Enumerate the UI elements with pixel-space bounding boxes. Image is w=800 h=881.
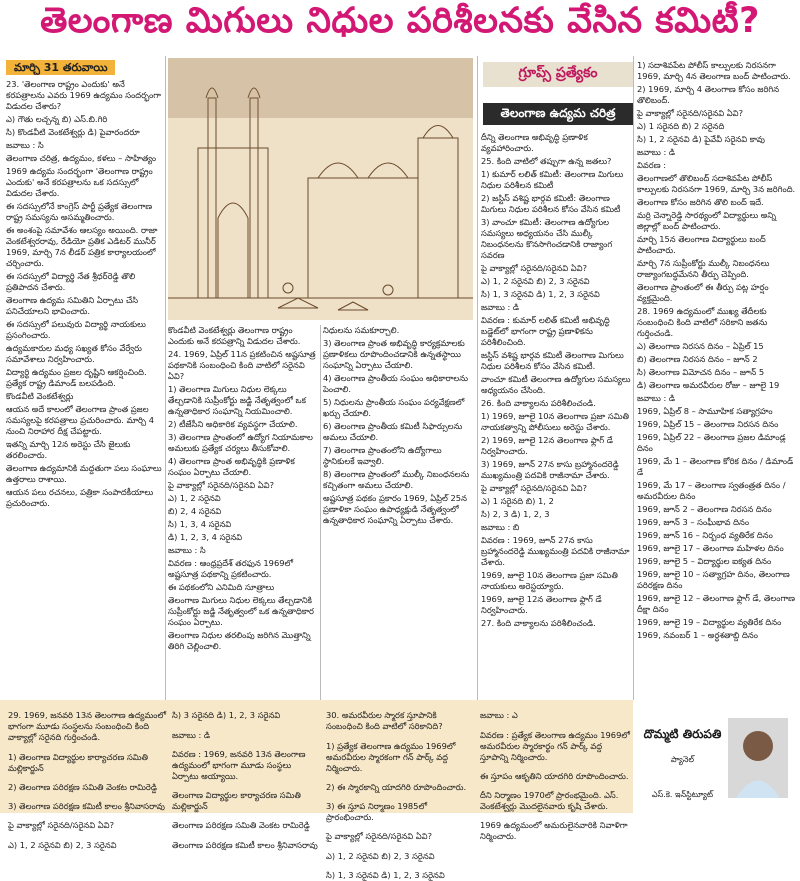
col3-paragraph: 4) తెలంగాణ ప్రాంతీయ సంఘం అధికారాలను పెంచాలి. — [323, 373, 468, 394]
col4-paragraph: 2) జస్టిస్ వశిష్ట భార్గవ కమిటీ: తెలంగాణ మిగులు నిధుల పరిశీలన కోసం వేసిన కమిటీ — [481, 193, 621, 214]
col5-paragraph: తెలంగాణలో తొలిబంద్ సదాశివపేట పోలీస్ కాల్పులకు నిరసనగా 1969, మార్చి 3న జరిగింది. — [637, 173, 796, 194]
bottom-column-4 — [480, 702, 630, 842]
col1-paragraph: సి) కొండవీటి వెంకటేశ్వర్లు డి) పైవారందరూ — [6, 127, 140, 137]
column-4-text — [481, 132, 631, 629]
col2-paragraph: సి) 1, 3, 4 సరైనవి — [168, 519, 232, 529]
col5-paragraph: 1969, మే 17 – తెలంగాణ స్వతంత్రత దినం / అమరవీరుల దినం — [637, 480, 786, 501]
col4-paragraph: సి) 2, 3 డి) 1, 2, 3 — [481, 509, 550, 519]
bottom3-paragraph: 3) ఈ స్తూప నిర్మాణం 1985లో ప్రారంభించారు. — [326, 801, 427, 823]
col4-paragraph: జస్టిస్ వశిష్ట భార్గవ కమిటీ తెలంగాణ మిగులు నిధుల పరిశీలన కోసం వేసిన కమిటీ. — [481, 350, 624, 371]
column-1-text — [6, 79, 164, 509]
col4-paragraph: వాంచూ కమిటీ తెలంగాణ ఉద్యోగుల సమస్యలు అధ్యయనం చేసింది. — [481, 374, 631, 395]
col3-paragraph: 5) నిధులను ప్రాంతీయ సంఘం పర్యవేక్షణలో ఖర్చు చేయాలి. — [323, 397, 465, 418]
bottom1-paragraph: 1) తెలంగాణ విద్యార్థుల కార్యాచరణ సమితి మల్లికార్జున్ — [8, 751, 149, 773]
page-title: తెలంగాణ మిగులు నిధుల పరిశీలనకు వేసిన కమిటీ? — [40, 1, 760, 41]
author-photo — [728, 718, 788, 798]
bottom4-paragraph: దీని నిర్మాణం 1970లో ప్రారంభమైంది. ఎస్. వెంకటేశ్వర్లు మొదలైనవారు కృషి చేశారు. — [480, 790, 619, 812]
col4-paragraph: 25. కింది వాటిలో తప్పుగా ఉన్న జతలు? — [481, 156, 612, 166]
bottom-column-2 — [172, 702, 320, 850]
bottom4-paragraph: వివరణ : ప్రత్యేక తెలంగాణ ఉద్యమం 1969లో అమరవీరుల స్మారకార్థం గన్ పార్క్ వద్ద స్తూపాన్ని నిర్మించారు. — [480, 729, 630, 762]
col4-paragraph: ఎ) 1, 2 సరైనవి బి) 2, 3 సరైనవి — [481, 276, 590, 286]
bottom2-paragraph: జవాబు : డి — [172, 729, 211, 740]
col4-paragraph: సి) 1, 3 సరైనవి డి) 1, 2, 3 సరైనవి — [481, 289, 600, 299]
col5-paragraph: 1969, ఏప్రిల్ 8 – సామూహిక సత్యాగ్రహం — [637, 406, 773, 416]
col3-paragraph: 6) తెలంగాణ ప్రాంతీయ కమిటీ సిఫార్సులను అమలు చేయాలి. — [323, 421, 463, 442]
col3-paragraph: నిధులను సమకూర్చాలి. — [323, 325, 400, 335]
col1-paragraph: 1969 ఉద్యమ సందర్భంగా 'తెలంగాణ రాష్ట్రం ఎందుకు' అనే కరపత్రాలను ఒక సదస్సులో విడుదల చేశారు. — [6, 166, 153, 198]
col4-paragraph: వివరణ : కుమార్ లలిత్ కమిటీ అభివృద్ధి బడ్జెట్‌లో భాగంగా రాష్ట్ర ప్రణాళికను పరిశీలించింది. — [481, 315, 610, 347]
col5-paragraph: తెలంగాణ కోసం జరిగిన తొలి బంద్ ఇదే. — [637, 197, 764, 207]
bottom4-paragraph: ఈ స్తూపం ఆకృతిని యాదగిరి రూపొందించారు. — [480, 770, 629, 781]
col1-paragraph: తెలంగాణ చరిత్ర, ఉద్యమం, కళలు – సాహిత్యం — [6, 153, 157, 163]
col2-paragraph: పై వాక్యాల్లో సరైనది/సరైనవి ఏవి? — [168, 480, 274, 490]
col5-paragraph: 1969, మే 1 – తెలంగాణ కోరిక దినం / డిమాండ్ డే — [637, 456, 794, 477]
column-5 — [637, 60, 797, 700]
bottom2-paragraph: తెలంగాణ విద్యార్థుల కార్యాచరణ సమితి మల్లికార్జున్ — [172, 790, 301, 812]
col4-paragraph: ఎ) 1 సరైనది బి) 1, 2 — [481, 496, 554, 506]
column-1 — [6, 60, 164, 700]
bottom1-paragraph: ఎ) 1, 2 సరైనవి బి) 2, 3 సరైనవి — [8, 839, 117, 850]
col1-paragraph: ఉద్యమకారుల మధ్య సఖ్యత కోసం వేర్వేరు సమావేశాలు నిర్వహించారు. — [6, 343, 142, 364]
bottom4-paragraph: జవాబు : ఎ — [480, 710, 518, 721]
col1-paragraph: ఈ అంశంపై సమావేశం ఆలస్యం అయింది. రాజా వెంకటేశ్వరరావు, రేడియో ప్రతిక ఎడిటర్ మునీర్ 1969, మార్చి 7న లీడర్ పత్రిక కార్యాలయంలో చర్చించారు. — [6, 225, 158, 268]
col1-paragraph: ఈ సదస్సులోనే కాంగ్రెస్ పార్టీ ప్రత్యేక తెలంగాణ రాష్ట్ర సమస్యను అసమ్మతించారు. — [6, 201, 153, 222]
col4-paragraph: జవాబు : డి — [481, 302, 520, 312]
bottom1-paragraph: పై వాక్యాల్లో సరైనది/సరైనవి ఏవి? — [8, 820, 114, 831]
col5-paragraph: సి) తెలంగాణ విమోచన దినం – జూన్ 5 — [637, 367, 765, 377]
col4-paragraph: 3) 1969, జూన్ 27న కాసు బ్రహ్మానందరెడ్డి ముఖ్యమంత్రి పదవికి రాజీనామా చేశారు. — [481, 459, 619, 480]
column-2-text — [168, 325, 318, 652]
col5-paragraph: 1969, జూలై 19 – విద్యార్థుల వ్యతిరేక దినం — [637, 617, 782, 627]
col4-paragraph: 26. కింది వాక్యాలను పరిశీలించండి. — [481, 398, 596, 408]
col5-paragraph: 2) 1969, మార్చి 4 తెలంగాణ కోసం జరిగిన తొలిబంద్. — [637, 84, 780, 105]
telangana-movement-history-label: తెలంగాణ ఉద్యమ చరిత్ర — [483, 103, 633, 125]
col4-paragraph: 1969, జూలై 10న తెలంగాణ ప్రజా సమితి నాయకులు అరెస్టయ్యారు. — [481, 570, 618, 591]
bottom3-paragraph: 2) ఈ స్మారకాన్ని యాదగిరి రూపొందించారు. — [326, 781, 467, 792]
col5-paragraph: వివరణ : — [637, 160, 667, 170]
column-3-text — [323, 325, 473, 526]
bottom-column-1 — [8, 702, 168, 850]
col5-paragraph: 1969, జూలై 12 – తెలంగాణ ఫ్లాగ్ డే, తెలంగాణ దీక్షా దినం — [637, 593, 795, 614]
bottom-column-3 — [326, 702, 474, 881]
column-2 — [168, 325, 318, 700]
col5-paragraph: 1969, ఏప్రిల్ 22 – తెలంగాణ ప్రజల డిమాండ్ల దినం — [637, 432, 786, 453]
col1-paragraph: ఇతన్ని మార్చి 12న అరెస్టు చేసి జైలుకు తరలించారు. — [6, 439, 131, 460]
bottom3-paragraph: 1) ప్రత్యేక తెలంగాణ ఉద్యమం 1969లో అమరవీరుల స్మారకంగా గన్ పార్క్ వద్ద నిర్మించారు. — [326, 740, 456, 773]
col2-paragraph: 24. 1969, ఏప్రిల్ 11న ప్రకటించిన అష్టసూత్ర పథకానికి సంబంధించి కింది వాటిలో సరైనవి ఏవి? — [168, 349, 316, 381]
col5-paragraph: 1969, జూలై 17 – తెలంగాణ మహిళల దినం — [637, 543, 784, 553]
col5-paragraph: 1) సదాశివపేట పోలీస్ కాల్పులకు నిరసనగా 1969, మార్చి 4న తెలంగాణ బంద్ పాటించారు. — [637, 60, 791, 81]
bottom3-paragraph: పై వాక్యాల్లో సరైనది/సరైనవి ఏవి? — [326, 831, 432, 842]
col5-paragraph: డి) తెలంగాణ అమరవీరుల రోజు – జూలై 19 — [637, 380, 780, 390]
col4-paragraph: వివరణ : 1969, జూన్ 27న కాసు బ్రహ్మానందరెడ్డి ముఖ్యమంత్రి పదవికి రాజీనామా చేశారు. — [481, 535, 630, 567]
col5-paragraph: జవాబు : డి — [637, 147, 676, 157]
col5-paragraph: 1969, జూన్ 2 – తెలంగాణ నిరసన దినం — [637, 504, 772, 514]
col5-paragraph: తెలంగాణ ప్రాంతంలో ఈ తీర్పు పట్ల హర్షం వ్యక్తమైంది. — [637, 282, 769, 303]
bottom3-paragraph: సి) 1, 3 సరైనవి డి) 1, 2, 3 సరైనవి — [326, 870, 445, 881]
author-role: ప్యానెల్ — [670, 755, 695, 764]
col2-paragraph: ఈ పథకంలోని ఎనిమిది సూత్రాలు — [168, 582, 275, 592]
bottom1-paragraph: 29. 1969, జనవరి 13న తెలంగాణ ఉద్యమంలో భాగంగా మూడు సంస్థలను సంబంధించి కింది వాక్యాల్లో సరైనది గుర్తించండి. — [8, 710, 167, 743]
bottom3-paragraph: ఎ) 1, 2 సరైనవి బి) 2, 3 సరైనవి — [326, 850, 435, 861]
column-4 — [481, 132, 631, 700]
col1-paragraph: విద్యార్థి ఉద్యమం ప్రజల దృష్టిని ఆకర్షించింది. ప్రత్యేక రాష్ట్ర డిమాండ్ బలపడింది. — [6, 367, 147, 388]
col5-paragraph: ఎ) తెలంగాణ నిరసన దినం – ఏప్రిల్ 15 — [637, 341, 764, 351]
col4-paragraph: పై వాక్యాల్లో సరైనది/సరైనవి ఏవి? — [481, 483, 587, 493]
col5-paragraph: ఎ) 1 సరైనది బి) 2 సరైనది — [637, 121, 725, 131]
author-institute: ఎస్.కె. ఇన్‌స్టిట్యూట్ — [651, 790, 714, 799]
col1-paragraph: ఈ సదస్సులో పలువురు విద్యార్థి నాయకులు ప్రసంగించారు. — [6, 319, 146, 340]
bottom2-paragraph: సి) 3 సరైనది డి) 1, 2, 3 సరైనవి — [172, 710, 281, 721]
col5-paragraph: 1969, జూన్ 3 – సంఘీభావ దినం — [637, 517, 750, 527]
bottom1-paragraph: 3) తెలంగాణ పరిరక్షణ కమిటీ కాలం శ్రీనివాసరావు — [8, 801, 165, 812]
col4-paragraph: 1) కుమార్ లలిత్ కమిటీ: తెలంగాణ మిగులు నిధుల పరిశీలన కమిటీ — [481, 169, 624, 190]
col1-paragraph: జవాబు : సి — [6, 140, 44, 150]
col5-paragraph: మర్రి చెన్నారెడ్డి సారథ్యంలో విద్యార్థులు అన్ని జిల్లాల్లో బంద్ పాటించారు. — [637, 210, 777, 231]
bottom2-paragraph: తెలంగాణ పరిరక్షణ కమిటీ కాలం శ్రీనివాసరావు — [172, 839, 318, 850]
col1-paragraph: 23. 'తెలంగాణ రాష్ట్రం ఎందుకు' అనే కరపత్రాలను ఎవరు 1969 ఉద్యమం సందర్భంగా విడుదల చేశారు? — [6, 79, 161, 111]
col2-paragraph: బి) 2, 4 సరైనవి — [168, 506, 222, 516]
col5-paragraph: మార్చి 7న సుప్రీంకోర్టు ముల్కీ నిబంధనలు రాజ్యాంగబద్ధమేనని తీర్పు చెప్పింది. — [637, 258, 770, 279]
col5-paragraph: 1969, జూన్ 16 – నిర్బంధ వ్యతిరేక దినం — [637, 530, 773, 540]
col3-paragraph: 7) తెలంగాణ ప్రాంతంలోని ఉద్యోగాలు స్థానికులకే ఇవ్వాలి. — [323, 445, 442, 466]
col1-paragraph: ఎ) గౌతు లచ్చన్న బి) ఎస్.బి.గిరి — [6, 114, 108, 124]
col5-paragraph: బి) తెలంగాణ నిరసన దినం – జూన్ 2 — [637, 354, 758, 364]
col2-paragraph: 4) తెలంగాణ ప్రాంత అభివృద్ధికి ప్రణాళిక సంఘం ఏర్పాటు చేయాలి. — [168, 456, 295, 477]
col2-paragraph: జవాబు : సి — [168, 545, 206, 555]
col4-paragraph: జవాబు : బి — [481, 522, 520, 532]
col1-paragraph: ఆయన అదే కాలంలో తెలంగాణ ప్రాంత ప్రజల సమస్యలపై కరపత్రాలు ప్రచురించారు. మార్చి 4 నుంచి నిరాహార దీక్ష చేపట్టారు. — [6, 404, 155, 436]
col2-paragraph: డి) 1, 2, 3, 4 సరైనవి — [168, 532, 243, 542]
col3-paragraph: 8) తెలంగాణ ప్రాంతంలో ముల్కీ నిబంధనలను కచ్చితంగా అమలు చేయాలి. — [323, 469, 470, 490]
column-5-text — [637, 60, 797, 641]
series-tag: మార్చి 31 తరువాయి — [6, 60, 115, 75]
col4-paragraph: 27. కింది వాక్యాలను పరిశీలించండి. — [481, 618, 596, 628]
bottom4-paragraph: 1969 ఉద్యమంలో అమరులైనవారికి నివాళిగా నిర్మించారు. — [480, 820, 628, 842]
bottom1-paragraph: 2) తెలంగాణ పరిరక్షణ సమితి వెంకట రామిరెడ్డి — [8, 781, 157, 792]
col3-paragraph: అష్టసూత్ర పథకం ప్రకారం 1969, ఏప్రిల్ 25న ప్రణాళికా సంఘం ఉపాధ్యక్షుడి నేతృత్వంలో ఉన్నతాధికార సంఘాన్ని ఏర్పాటు చేశారు. — [323, 493, 467, 525]
col2-paragraph: 2) టీజేసీని అధికారిక వ్యవస్థగా చేయాలి. — [168, 419, 298, 429]
col2-paragraph: వివరణ : ఆంధ్రప్రదేశ్ తరఫున 1969లో అష్టసూత్ర పథకాన్ని ప్రకటించారు. — [168, 558, 294, 579]
charminar-sketch-image — [168, 58, 473, 320]
groups-special-label: గ్రూప్స్ ప్రత్యేకం — [483, 62, 633, 87]
col4-paragraph: 1) 1969, జూలై 10న తెలంగాణ ప్రజా సమితి నాయకత్వాన్ని పోలీసులు అరెస్టు చేశారు. — [481, 411, 629, 432]
col3-paragraph: 3) తెలంగాణ ప్రాంత అభివృద్ధి కార్యక్రమాలకు ప్రణాళికలు రూపొందించడానికి ఉన్నతస్థాయి సంఘాన్ని ఏర్పాటు చేయాలి. — [323, 338, 465, 370]
col5-paragraph: మార్చి 15న తెలంగాణ విద్యార్థులు బంద్ పాటించారు. — [637, 234, 766, 255]
col5-paragraph: 1969, జూలై 5 – విద్యార్థుల ఐక్యత దినం — [637, 556, 772, 566]
col2-paragraph: కొండవీటి వెంకటేశ్వర్లు తెలంగాణ రాష్ట్రం ఎందుకు అనే కరపత్రాన్ని విడుదల చేశారు. — [168, 325, 301, 346]
bottom2-paragraph: వివరణ : 1969, జనవరి 13న తెలంగాణ ఉద్యమంలో భాగంగా మూడు సంస్థలు ఏర్పాటు అయ్యాయి. — [172, 748, 306, 781]
col1-paragraph: తెలంగాణ ఉద్యమానికి మద్దతుగా పలు సంఘాలు ఉత్తరాలు రాశాయి. — [6, 463, 162, 484]
col4-paragraph: 2) 1969, జూలై 12న తెలంగాణ ఫ్లాగ్ డే నిర్వహించారు. — [481, 435, 613, 456]
col5-paragraph: జవాబు : డి — [637, 393, 676, 403]
col5-paragraph: 1969, ఏప్రిల్ 15 – తెలంగాణ నిరసన దినం — [637, 419, 779, 429]
col5-paragraph: పై వాక్యాల్లో సరైనది/సరైనవి ఏవి? — [637, 108, 743, 118]
col5-paragraph: సి) 1, 2 సరైనవి డి) పైవేవీ సరైనవి కావు — [637, 134, 765, 144]
author-name: దొమ్మటి తిరుపతి — [643, 727, 722, 741]
col4-paragraph: దీన్ని తెలంగాణ అభివృద్ధి ప్రణాళిక వ్యవహారించారు. — [481, 132, 588, 153]
col5-paragraph: 1969, నవంబర్ 1 – అర్ధశతాబ్ది దినం — [637, 630, 758, 640]
col1-paragraph: కొండవీటి వెంకటేశ్వర్లు — [6, 391, 74, 401]
bottom3-paragraph: 30. అమరవీరుల స్మారక స్తూపానికి సంబంధించి కింది వాటిలో సరికానిది? — [326, 710, 443, 732]
col2-paragraph: ఎ) 1, 2 సరైనవి — [168, 493, 221, 503]
col2-paragraph: 3) తెలంగాణ ప్రాంతంలో ఉద్యోగ నియామకాల అమలుకు ప్రత్యేక చర్యలు తీసుకోవాలి. — [168, 432, 313, 453]
col1-paragraph: తెలంగాణ ఉద్యమ సమితిని ఏర్పాటు చేసి పనిచేయాలని భావించారు. — [6, 295, 139, 316]
col4-paragraph: పై వాక్యాల్లో సరైనది/సరైనవి ఏవి? — [481, 263, 587, 273]
col5-paragraph: 1969, జూలై 10 – సత్యాగ్రహ దినం, తెలంగాణ పరిరక్షణ దినం — [637, 569, 790, 590]
col4-paragraph: 3) వాంచూ కమిటీ: తెలంగాణ ఉద్యోగుల సమస్యలు అధ్యయనం చేసి ముల్కీ నిబంధనలను కొనసాగించడానికి రాజ్యాంగ సవరణ — [481, 217, 613, 260]
col2-paragraph: 1) తెలంగాణ మిగులు నిధుల లెక్కలు తేల్చడానికి సుప్రీంకోర్టు జడ్జి నేతృత్వంలో ఒక ఉన్నతాధికార సంఘాన్ని నియమించాలి. — [168, 384, 306, 416]
col2-paragraph: తెలంగాణ మిగులు నిధుల లెక్కలు తేల్చడానికి సుప్రీంకోర్టు జడ్జి నేతృత్వంలో ఒక ఉన్నతాధికార సంఘం ఏర్పాటు. — [168, 595, 314, 627]
col1-paragraph: ఈ సదస్సులో విద్యార్థి నేత శ్రీధర్‌రెడ్డి తొలి ప్రతిపాదన చేశారు. — [6, 271, 136, 292]
col2-paragraph: తెలంగాణ నిధుల తరలింపు జరిగిన మొత్తాన్ని తిరిగి చెల్లించాలి. — [168, 630, 311, 651]
col4-paragraph: 1969, జూలై 12న తెలంగాణ ఫ్లాగ్ డే నిర్వహించారు. — [481, 594, 602, 615]
col5-paragraph: 28. 1969 ఉద్యమంలో ముఖ్య తేదీలకు సంబంధించి కింది వాటిలో సరికాని జతను గుర్తించండి. — [637, 306, 768, 338]
col1-paragraph: ఆయన పలు రచనలు, పత్రికా సంపాదకీయాలు ప్రచురించారు. — [6, 487, 154, 508]
bottom2-paragraph: తెలంగాణ పరిరక్షణ సమితి వెంకట రామిరెడ్డి — [172, 820, 310, 831]
column-3 — [323, 325, 473, 700]
